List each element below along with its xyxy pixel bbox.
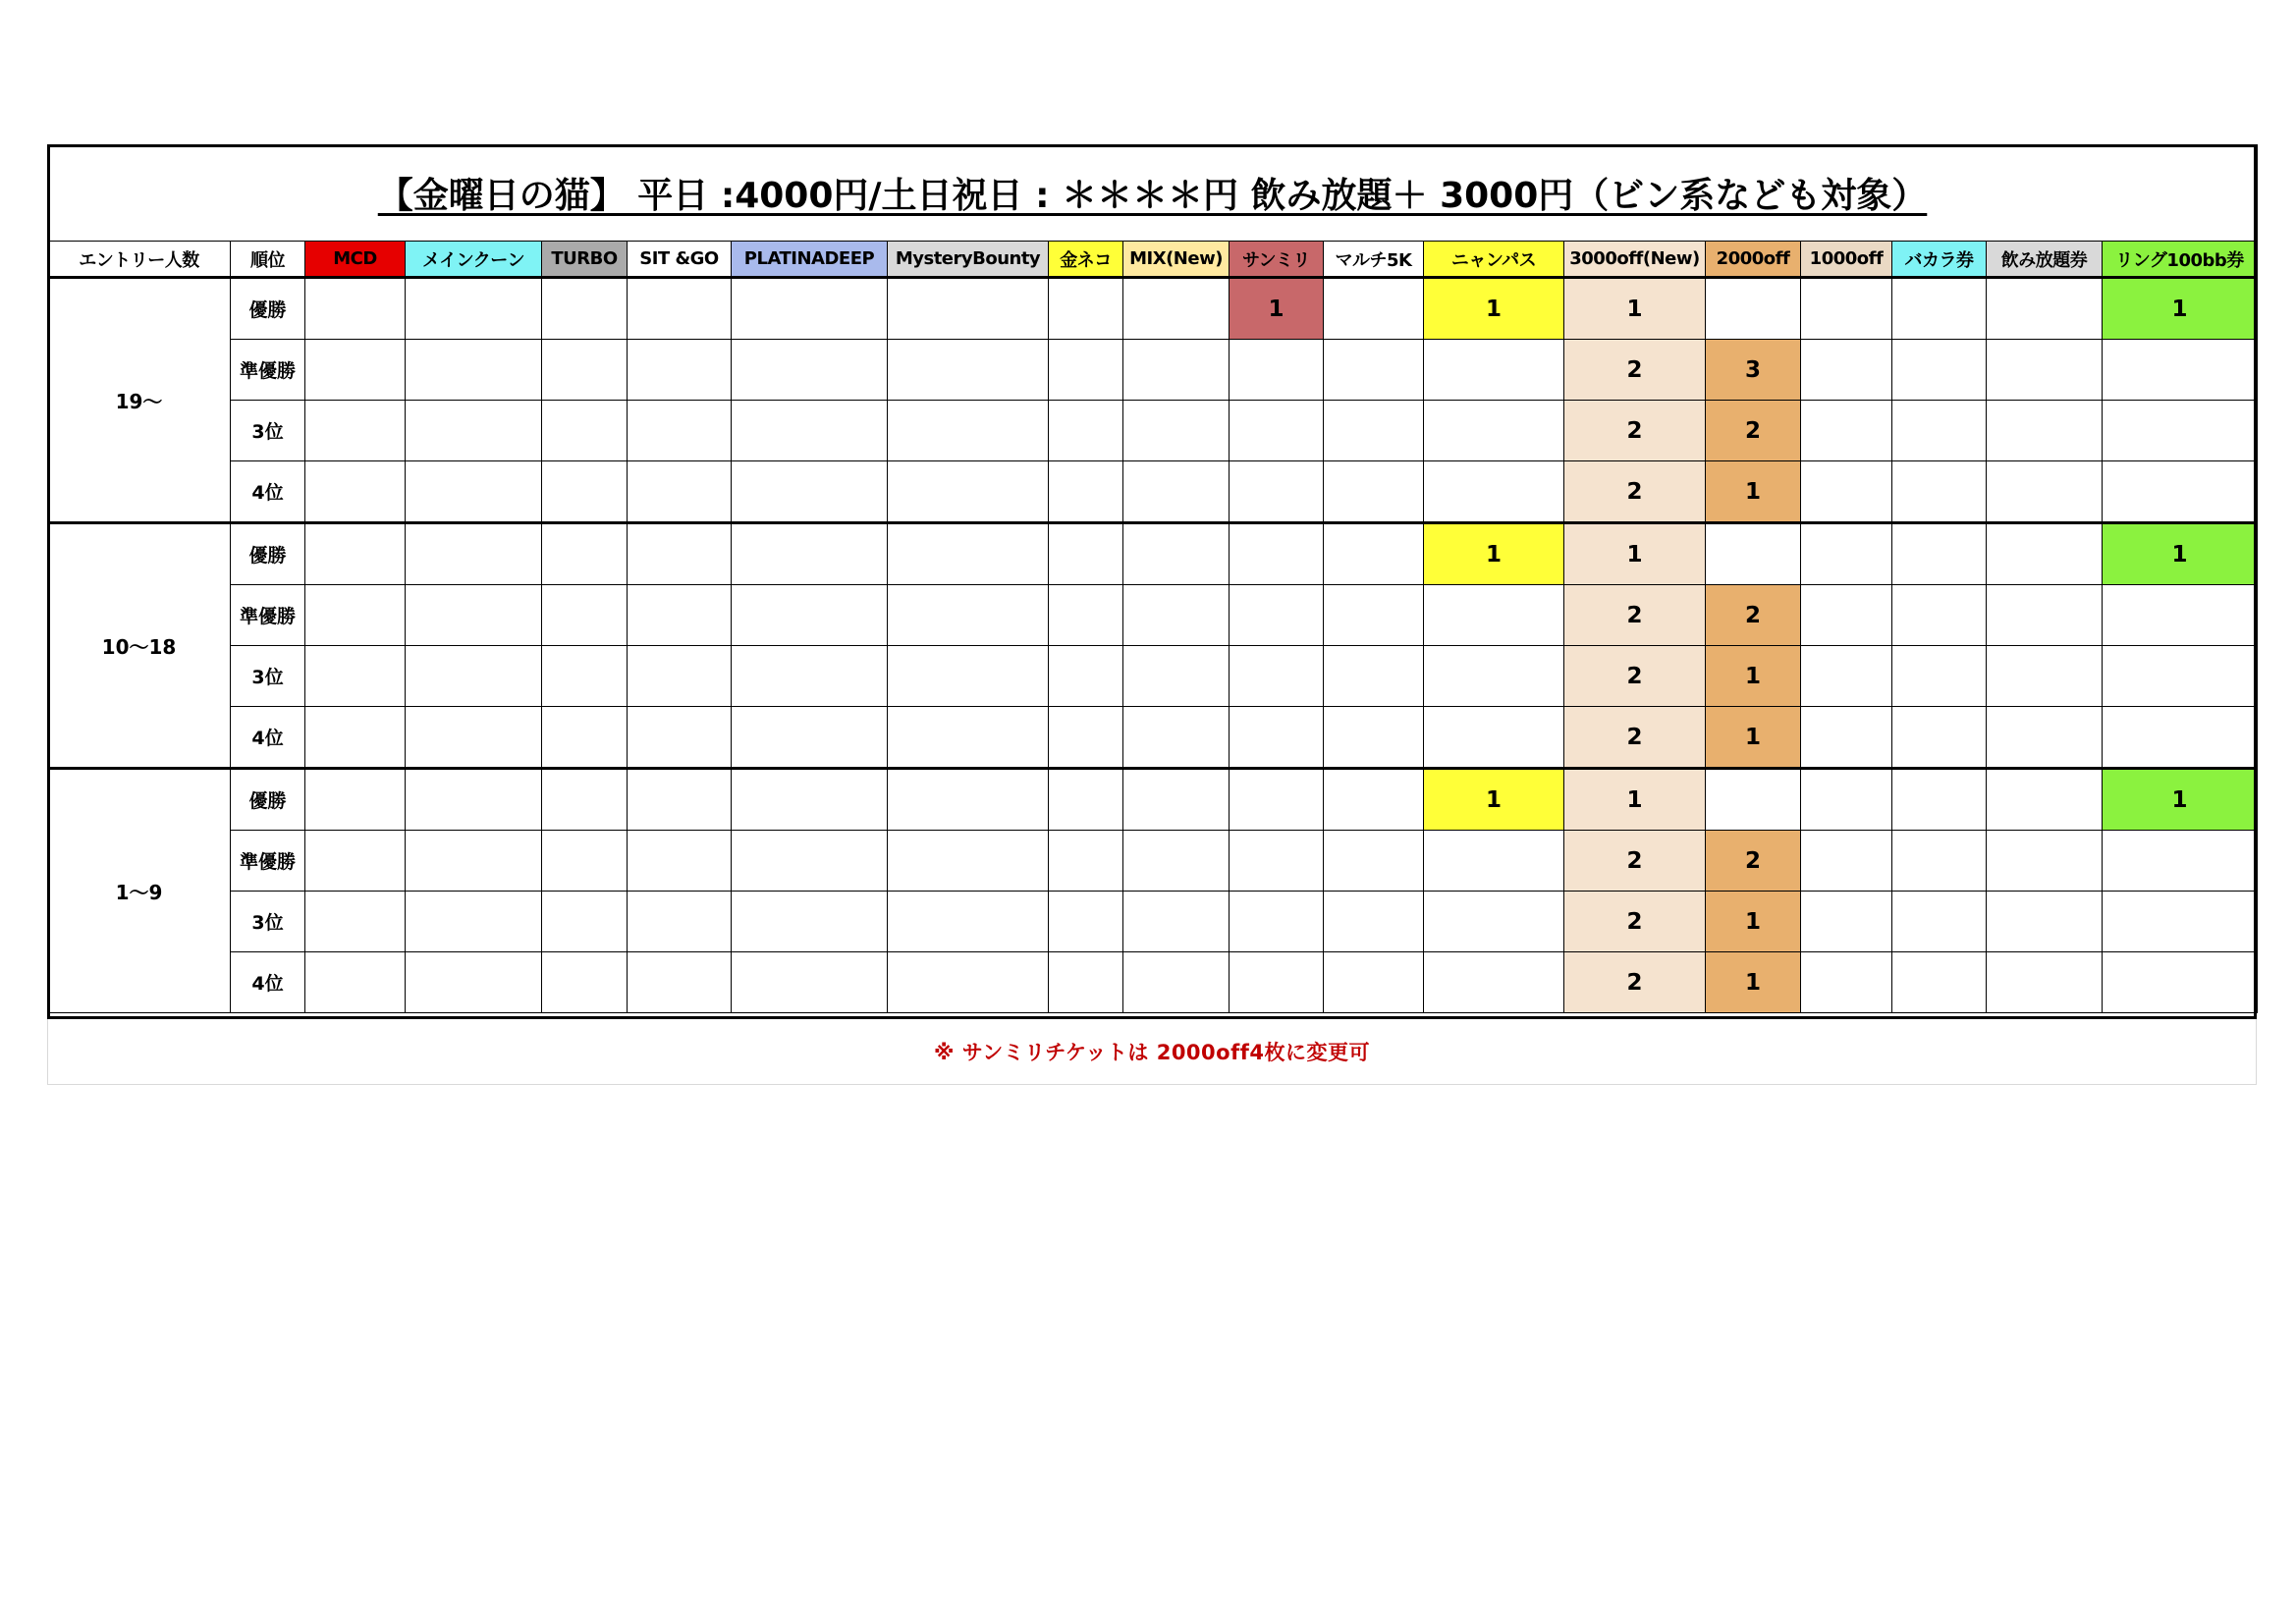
column-header: SIT &GO [628,242,732,278]
prize-count-cell [542,340,628,401]
entry-count-cell: 10〜18 [48,523,231,769]
rank-cell: 優勝 [231,523,305,585]
page-title-text: 【金曜日の猫】 平日 :4000円/土日祝日 : ＊＊＊＊円 飲み放題＋ 3000円（ビン系なども対象） [377,176,1928,216]
entry-count-cell: 19〜 [48,278,231,523]
prize-count-cell [1801,401,1892,461]
prize-count-cell [1324,769,1424,831]
prize-count-cell [2103,401,2258,461]
prize-count-cell [732,585,888,646]
prize-count-cell [1987,461,2103,523]
prize-count-cell [1892,401,1987,461]
prize-count-cell [732,340,888,401]
prize-count-cell [1324,523,1424,585]
prize-count-cell: 2 [1706,585,1801,646]
table-row [48,523,2258,585]
column-header: サンミリ [1230,242,1324,278]
prize-count-cell [542,831,628,892]
column-header: メインクーン [406,242,542,278]
prize-count-cell [1801,892,1892,952]
prize-count-cell [1230,401,1324,461]
prize-count-cell [888,523,1049,585]
prize-count-cell [1324,585,1424,646]
prize-count-cell [1892,523,1987,585]
prize-count-cell [732,461,888,523]
prize-count-cell [888,707,1049,769]
prize-count-cell [1324,892,1424,952]
prize-count-cell [628,952,732,1013]
table-row [48,831,2258,892]
prize-count-cell: 2 [1564,585,1706,646]
prize-count-cell [1230,585,1324,646]
prize-count-cell [1801,831,1892,892]
prize-count-cell [628,585,732,646]
prize-count-cell [732,401,888,461]
prize-count-cell [1987,952,2103,1013]
prize-count-cell [1324,461,1424,523]
prize-count-cell [1801,585,1892,646]
prize-count-cell: 2 [1706,401,1801,461]
prize-count-cell [406,952,542,1013]
prize-count-cell [1123,340,1230,401]
prize-count-cell [2103,646,2258,707]
prize-count-cell [1049,461,1123,523]
prize-count-cell: 3 [1706,340,1801,401]
prize-count-cell [1801,707,1892,769]
prize-count-cell: 2 [1564,401,1706,461]
prize-count-cell [1987,769,2103,831]
prize-count-cell [406,340,542,401]
prize-count-cell [1049,585,1123,646]
prize-count-cell [628,892,732,952]
prize-count-cell [1424,340,1564,401]
prize-count-cell [1230,461,1324,523]
prize-count-cell [1123,769,1230,831]
table-row [48,952,2258,1013]
prize-count-cell: 1 [1706,707,1801,769]
prize-count-cell: 1 [1706,646,1801,707]
prize-count-cell [1892,892,1987,952]
prize-count-cell [2103,707,2258,769]
prize-count-cell [1987,585,2103,646]
prize-count-cell [732,892,888,952]
table-row [48,340,2258,401]
prize-count-cell [732,769,888,831]
prize-count-cell [1892,831,1987,892]
prize-count-cell [1123,401,1230,461]
column-header: 金ネコ [1049,242,1123,278]
column-header: 2000off [1706,242,1801,278]
prize-count-cell: 2 [1564,892,1706,952]
column-header: リング100bb券 [2103,242,2258,278]
prize-count-cell [1801,461,1892,523]
prize-count-cell [1049,952,1123,1013]
prize-count-cell: 1 [1706,952,1801,1013]
table-row [48,892,2258,952]
rank-cell: 優勝 [231,278,305,340]
note-text: ※ サンミリチケットは 2000off4枚に変更可 [934,1041,1370,1064]
page-title [48,145,2258,242]
entry-count-cell: 1〜9 [48,769,231,1013]
column-header: ニャンパス [1424,242,1564,278]
column-header: マルチ5K [1324,242,1424,278]
prize-count-cell [732,707,888,769]
prize-count-cell [1324,401,1424,461]
column-header: TURBO [542,242,628,278]
column-header: MysteryBounty [888,242,1049,278]
prize-count-cell [1892,707,1987,769]
prize-count-cell [305,892,406,952]
prize-count-cell [406,523,542,585]
prize-count-cell [305,585,406,646]
column-header: MCD [305,242,406,278]
prize-count-cell: 1 [1706,892,1801,952]
prize-count-cell [1230,340,1324,401]
column-header: エントリー人数 [48,242,231,278]
prize-count-cell [1230,769,1324,831]
prize-count-cell [1424,401,1564,461]
prize-count-cell [2103,461,2258,523]
prize-count-cell [542,707,628,769]
prize-count-cell [1324,952,1424,1013]
prize-count-cell: 2 [1564,461,1706,523]
prize-count-cell [1706,278,1801,340]
prize-count-cell [1801,646,1892,707]
prize-count-cell: 2 [1564,646,1706,707]
rank-cell: 準優勝 [231,831,305,892]
prize-count-cell [1892,340,1987,401]
prize-count-cell [1123,278,1230,340]
prize-count-cell [406,461,542,523]
prize-count-cell: 2 [1564,707,1706,769]
prize-count-cell [2103,952,2258,1013]
table-row [48,461,2258,523]
prize-count-cell: 1 [1564,769,1706,831]
prize-count-cell [888,952,1049,1013]
prize-count-cell [1987,831,2103,892]
prize-count-cell [1801,340,1892,401]
prize-count-cell [1424,707,1564,769]
prize-count-cell [542,278,628,340]
prize-count-cell [1801,278,1892,340]
prize-count-cell [1230,523,1324,585]
prize-count-cell [628,340,732,401]
rank-cell: 4位 [231,461,305,523]
prize-count-cell [1230,831,1324,892]
prize-count-cell [1123,646,1230,707]
prize-count-cell [305,523,406,585]
prize-count-cell [1706,523,1801,585]
prize-count-cell [1892,461,1987,523]
prize-count-cell [1230,892,1324,952]
prize-count-cell [1324,340,1424,401]
prize-count-cell [1892,952,1987,1013]
prize-count-cell [2103,831,2258,892]
column-header: 順位 [231,242,305,278]
prize-count-cell [888,340,1049,401]
prize-count-cell [542,646,628,707]
column-header: 1000off [1801,242,1892,278]
prize-count-cell [628,769,732,831]
prize-count-cell [732,278,888,340]
prize-count-cell [1230,646,1324,707]
prize-count-cell [1123,523,1230,585]
prize-count-cell [888,646,1049,707]
prize-count-cell [1123,461,1230,523]
prize-count-cell [1123,707,1230,769]
prize-count-cell [1987,892,2103,952]
prize-count-cell [1049,278,1123,340]
prize-count-cell [888,461,1049,523]
prize-count-cell [1801,769,1892,831]
prize-count-cell [1230,707,1324,769]
prize-count-cell [1424,892,1564,952]
prize-count-cell: 2 [1564,340,1706,401]
prize-count-cell [1049,646,1123,707]
prize-count-cell [1324,707,1424,769]
prize-count-cell: 1 [1230,278,1324,340]
prize-count-cell [1123,952,1230,1013]
prize-count-cell [1424,831,1564,892]
prize-count-cell [628,707,732,769]
prize-count-cell [1892,278,1987,340]
prize-count-cell [305,401,406,461]
prize-count-cell [1987,646,2103,707]
prize-count-cell: 2 [1564,831,1706,892]
column-header: MIX(New) [1123,242,1230,278]
prize-count-cell [732,952,888,1013]
prize-count-cell [1424,585,1564,646]
prize-count-cell [542,585,628,646]
prize-count-cell [888,278,1049,340]
rank-cell: 4位 [231,952,305,1013]
prize-count-cell [1049,401,1123,461]
column-header: バカラ券 [1892,242,1987,278]
prize-count-cell: 1 [1424,523,1564,585]
column-header: 3000off(New) [1564,242,1706,278]
prize-count-cell [542,952,628,1013]
prize-count-cell [888,831,1049,892]
prize-count-cell [1123,585,1230,646]
prize-count-cell [1801,952,1892,1013]
table-row [48,707,2258,769]
prize-count-cell: 1 [1564,278,1706,340]
prize-count-cell: 1 [2103,278,2258,340]
prize-count-cell [628,401,732,461]
prize-count-cell: 1 [1706,461,1801,523]
note-row [47,1019,2257,1085]
prize-count-cell [1049,769,1123,831]
prize-count-cell [1049,707,1123,769]
prize-count-cell: 1 [2103,769,2258,831]
prize-count-cell [305,340,406,401]
prize-count-cell [888,769,1049,831]
prize-count-cell [1324,278,1424,340]
prize-count-cell [628,523,732,585]
column-header: 飲み放題券 [1987,242,2103,278]
prize-count-cell [732,646,888,707]
prize-count-cell [406,401,542,461]
prize-count-cell [1892,585,1987,646]
prize-count-cell [542,523,628,585]
table-row [48,769,2258,831]
prize-table [47,144,2258,1013]
prize-count-cell: 2 [1564,952,1706,1013]
prize-count-cell [542,401,628,461]
prize-count-cell [1892,646,1987,707]
prize-count-cell [406,278,542,340]
prize-count-cell [1049,340,1123,401]
prize-count-cell [2103,585,2258,646]
prize-count-cell [628,831,732,892]
prize-count-cell: 1 [2103,523,2258,585]
rank-cell: 3位 [231,646,305,707]
rank-cell: 3位 [231,892,305,952]
prize-count-cell [628,461,732,523]
rank-cell: 準優勝 [231,585,305,646]
prize-count-cell [406,831,542,892]
prize-count-cell [406,892,542,952]
table-row [48,401,2258,461]
prize-count-cell [1424,646,1564,707]
prize-count-cell [1424,461,1564,523]
prize-count-cell [732,523,888,585]
prize-count-cell [2103,340,2258,401]
prize-count-cell [888,585,1049,646]
prize-count-cell [1123,831,1230,892]
prize-count-cell: 1 [1564,523,1706,585]
prize-count-cell [305,831,406,892]
prize-count-cell [305,646,406,707]
prize-count-cell [406,646,542,707]
prize-count-cell [888,401,1049,461]
prize-count-cell: 1 [1424,769,1564,831]
prize-count-cell [406,585,542,646]
prize-count-cell [1230,952,1324,1013]
header-row [48,242,2258,278]
prize-count-cell [1892,769,1987,831]
prize-count-cell [542,892,628,952]
prize-count-cell [1424,952,1564,1013]
prize-count-cell [406,769,542,831]
prize-count-cell [1987,278,2103,340]
prize-count-cell [305,278,406,340]
table-row [48,278,2258,340]
prize-count-cell [1987,707,2103,769]
prize-count-cell [1801,523,1892,585]
prize-count-cell [1324,831,1424,892]
prize-count-cell [1987,523,2103,585]
column-header: PLATINADEEP [732,242,888,278]
table-row [48,646,2258,707]
prize-count-cell [542,461,628,523]
prize-count-cell [732,831,888,892]
prize-count-cell [1706,769,1801,831]
rank-cell: 準優勝 [231,340,305,401]
prize-count-cell: 1 [1424,278,1564,340]
prize-count-cell [305,707,406,769]
prize-count-cell [2103,892,2258,952]
prize-count-cell [1987,401,2103,461]
prize-count-cell [305,952,406,1013]
prize-count-cell [305,769,406,831]
prize-count-cell [628,278,732,340]
prize-count-cell [1049,831,1123,892]
prize-count-cell [542,769,628,831]
prize-count-cell [305,461,406,523]
rank-cell: 3位 [231,401,305,461]
prize-count-cell [1049,892,1123,952]
prize-count-cell [628,646,732,707]
prize-count-cell [888,892,1049,952]
prize-count-cell [1324,646,1424,707]
prize-count-cell: 2 [1706,831,1801,892]
prize-count-cell [1123,892,1230,952]
rank-cell: 優勝 [231,769,305,831]
rank-cell: 4位 [231,707,305,769]
table-row [48,585,2258,646]
prize-count-cell [1049,523,1123,585]
prize-count-cell [406,707,542,769]
prize-count-cell [1987,340,2103,401]
